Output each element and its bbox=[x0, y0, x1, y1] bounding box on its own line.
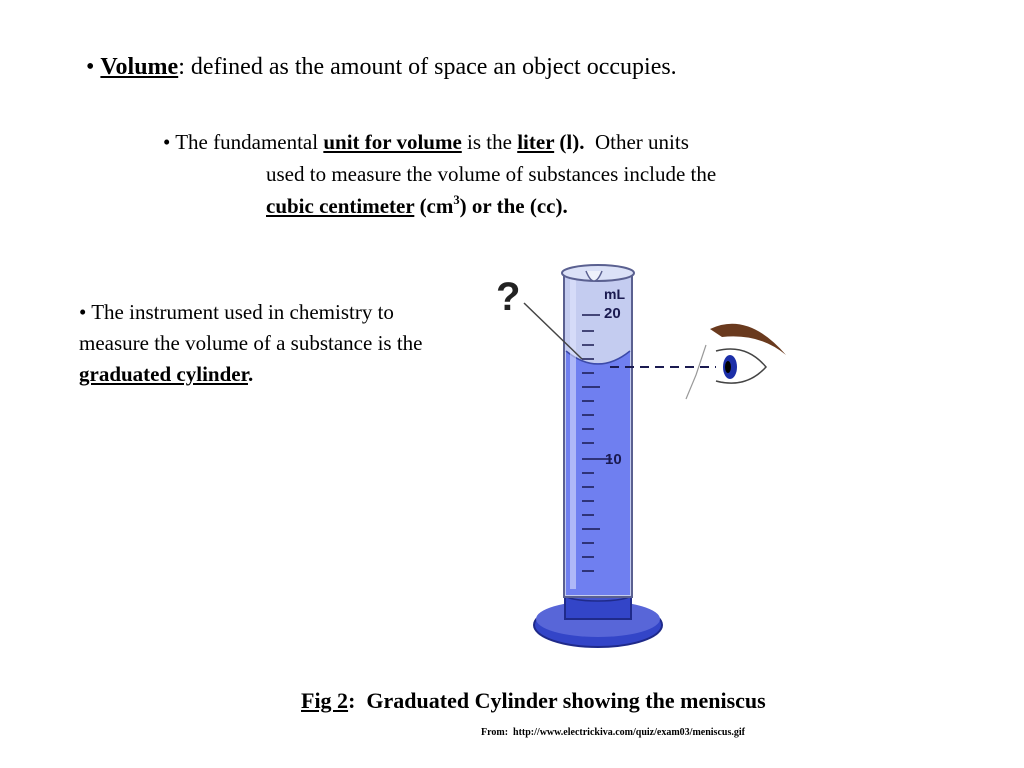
eye-icon bbox=[686, 324, 786, 399]
volume-definition-text: : defined as the amount of space an object occupies. bbox=[178, 54, 677, 80]
term-cubic-centimeter: cubic centimeter bbox=[266, 194, 415, 218]
glass-highlight bbox=[570, 279, 576, 589]
cm-text: (cm bbox=[414, 194, 454, 218]
figure-caption bbox=[301, 688, 766, 714]
volume-definition bbox=[86, 50, 677, 84]
question-mark-icon: ? bbox=[496, 275, 521, 319]
term-liter: liter bbox=[517, 130, 555, 154]
caption-text: Graduated Cylinder showing the meniscus bbox=[355, 688, 766, 713]
bullet-marker: • bbox=[163, 130, 171, 154]
cylinder-image bbox=[470, 255, 810, 665]
text-segment: The fundamental bbox=[175, 130, 324, 154]
liter-symbol: (l). bbox=[554, 130, 585, 154]
cc-text: ) or the (cc). bbox=[459, 194, 568, 218]
unit-for-volume-paragraph bbox=[163, 126, 833, 222]
cylinder-figure bbox=[470, 255, 810, 665]
paragraph-line-1 bbox=[163, 130, 689, 154]
text-segment: is the bbox=[461, 130, 518, 154]
period: . bbox=[247, 362, 254, 386]
mark-10-label: 10 bbox=[605, 451, 622, 468]
unit-label: mL bbox=[604, 286, 625, 302]
term-graduated-cylinder: graduated cylinder bbox=[79, 362, 248, 386]
instrument-paragraph bbox=[79, 297, 429, 390]
fig-label: Fig 2 bbox=[301, 688, 349, 713]
paragraph-line-3 bbox=[163, 190, 833, 222]
term-unit-for-volume: unit for volume bbox=[323, 130, 462, 154]
text-segment: Other units bbox=[584, 130, 689, 154]
bullet-marker: • bbox=[79, 300, 87, 324]
caption-colon: : bbox=[348, 688, 356, 713]
bullet-marker: • bbox=[86, 54, 95, 80]
term-volume: Volume bbox=[100, 54, 179, 80]
cm-superscript: 3 bbox=[453, 192, 460, 207]
face-outline bbox=[686, 345, 706, 399]
paragraph-line-2: used to measure the volume of substances include the bbox=[266, 162, 717, 186]
pupil bbox=[725, 361, 731, 373]
source-citation: From: http://www.electrickiva.com/quiz/exam03/meniscus.gif bbox=[481, 727, 745, 738]
instrument-text: The instrument used in chemistry to measure the volume of a substance is the bbox=[79, 300, 423, 355]
mark-20-label: 20 bbox=[604, 305, 621, 322]
